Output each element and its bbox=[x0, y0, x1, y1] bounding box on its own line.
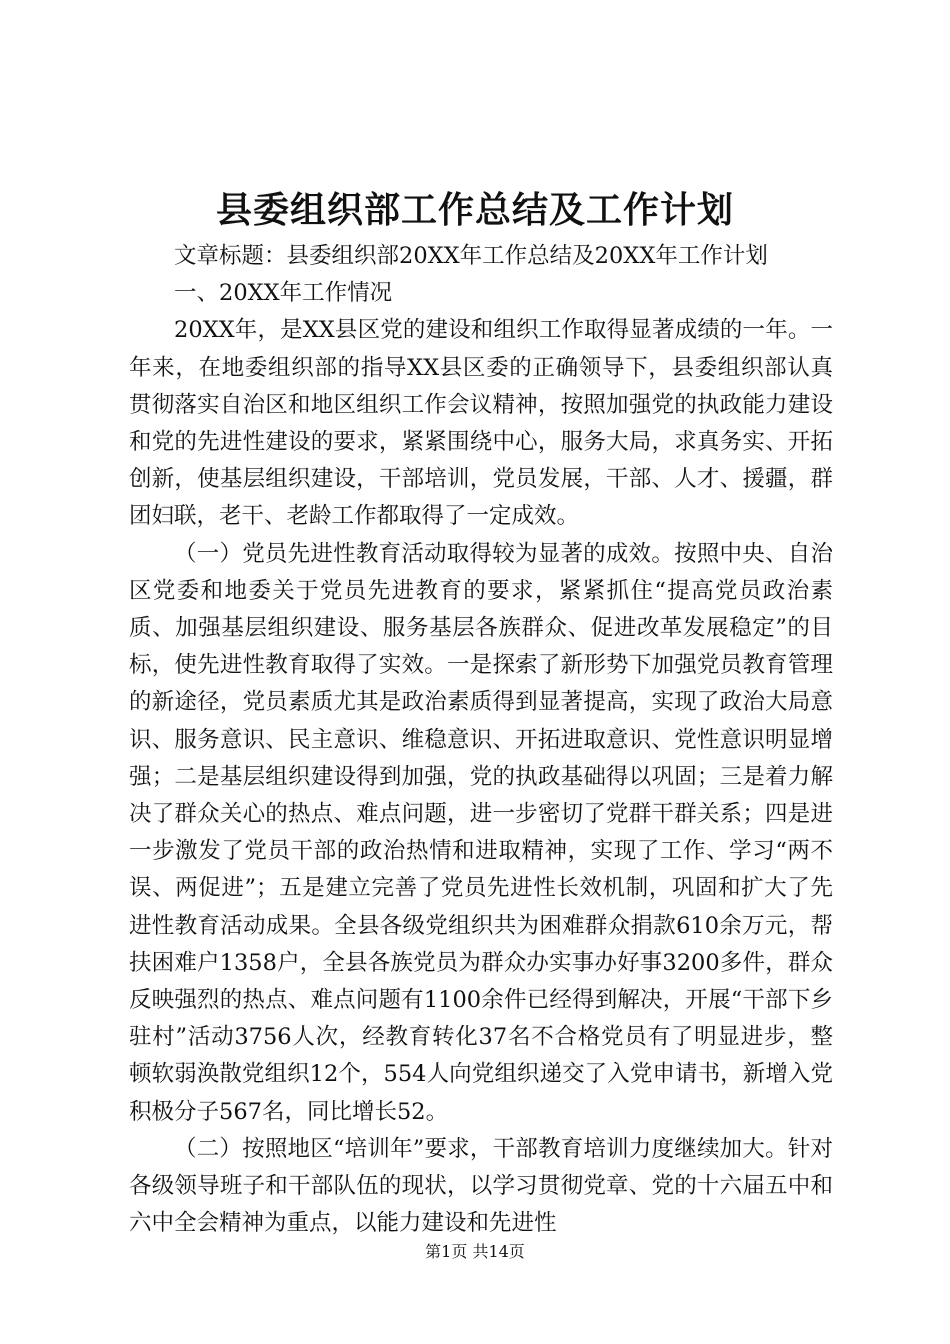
section-heading: 一、20XX年工作情况 bbox=[174, 280, 393, 307]
body-paragraph: 20XX年，是XX县区党的建设和组织工作取得显著成绩的一年。一年来，在地委组织部的指导XX县区委的正确领导下，县委组织部认真贯彻落实自治区和地区组织工作会议精神，按照加强党的执政能力建设和党的先进性建设的要求，紧紧围绕中心，服务大局，求真务实、开拓创新，使基层组织建设，干部培训，党员发展，干部、人才、援疆，群团妇联，老干、老龄工作都取得了一定成效。 bbox=[129, 317, 833, 530]
document-body bbox=[129, 238, 833, 1242]
document-title: 县委组织部工作总结及工作计划 bbox=[215, 189, 734, 231]
article-title-paragraph: 文章标题：县委组织部20XX年工作总结及20XX年工作计划 bbox=[174, 243, 768, 269]
body-paragraph: （二）按照地区“培训年”要求，干部教育培训力度继续加大。针对各级领导班子和干部队伍的现状，以学习贯彻党章、党的十六届五中和六中全会精神为重点，以能力建设和先进性 bbox=[129, 1135, 833, 1237]
page-number-footer: 第1页 共14页 bbox=[425, 1242, 525, 1261]
body-paragraph: （一）党员先进性教育活动取得较为显著的成效。按照中央、自治区党委和地委关于党员先进教育的要求，紧紧抓住“提高党员政治素质、加强基层组织建设、服务基层各族群众、促进改革发展稳定”的目标，使先进性教育取得了实效。一是探索了新形势下加强党员教育管理的新途径，党员素质尤其是政治素质得到显著提高，实现了政治大局意识、服务意识、民主意识、维稳意识、开拓进取意识、党性意识明显增强；二是基层组织建设得到加强，党的执政基础得以巩固；三是着力解决了群众关心的热点、难点问题，进一步密切了党群干群关系；四是进一步激发了党员干部的政治热情和进取精神，实现了工作、学习“两不误、两促进”；五是建立完善了党员先进性长效机制，巩固和扩大了先进性教育活动成果。全县各级党组织共为困难群众捐款610余万元，帮扶困难户1358户，全县各族党员为群众办实事办好事3200多件，群众反映强烈的热点、难点问题有1100余件已经得到解决，开展“干部下乡驻村”活动3756人次，经教育转化37名不合格党员有了明显进步，整顿软弱涣散党组织12个，554人向党组织递交了入党申请书，新增入党积极分子567名，同比增长52。 bbox=[129, 540, 833, 1125]
